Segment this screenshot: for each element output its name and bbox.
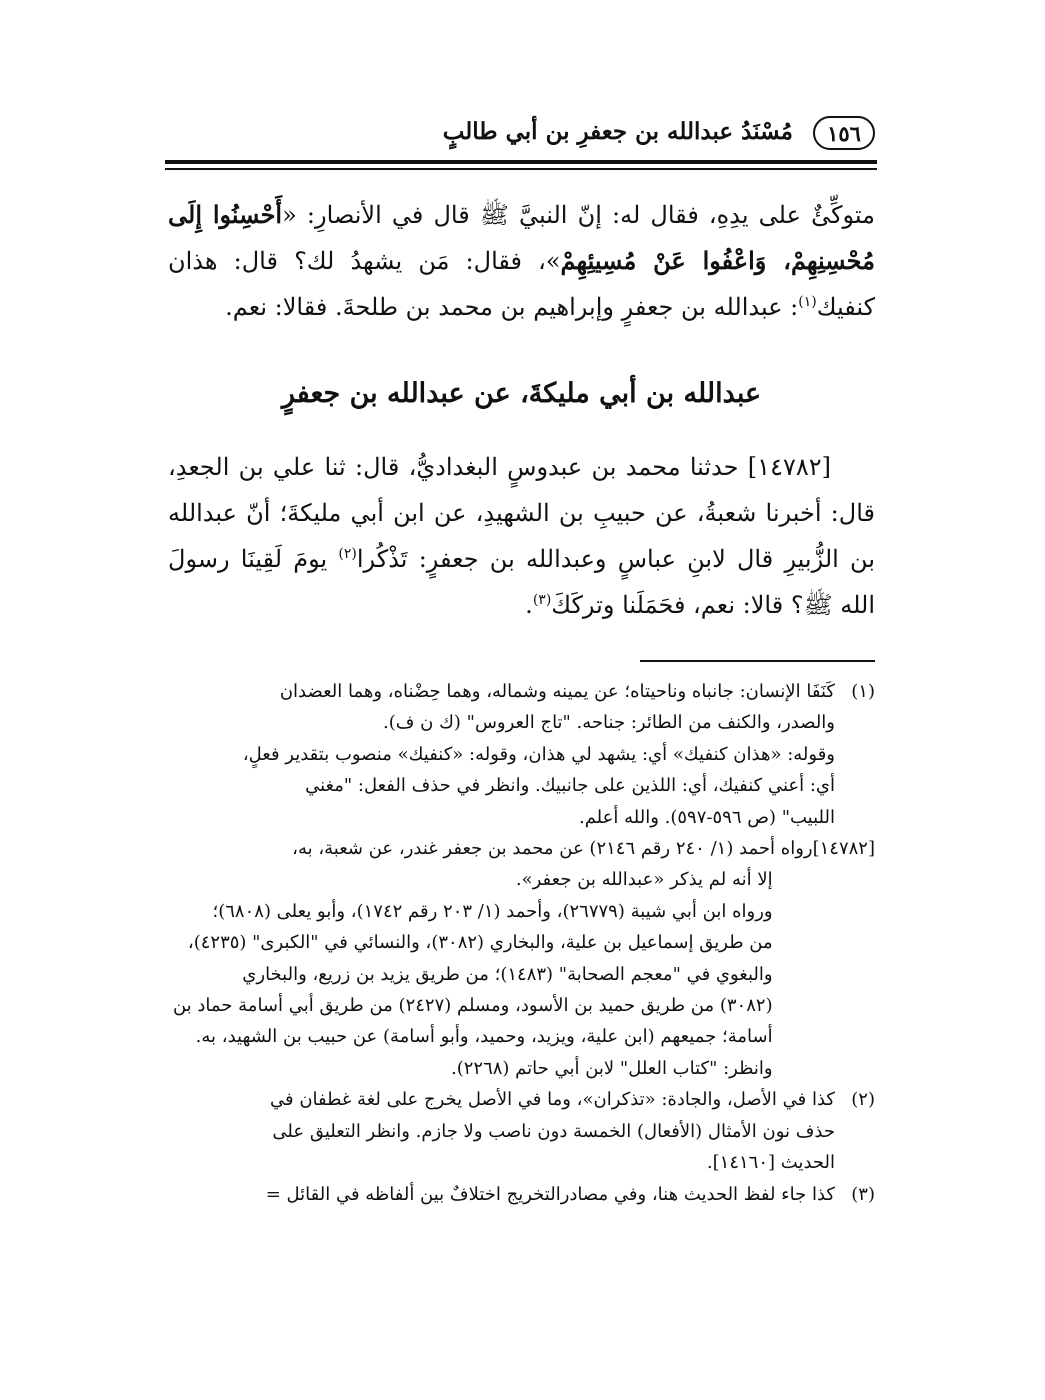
header-rule-thick bbox=[165, 160, 877, 164]
paragraph-1-text-b: »، فقال: مَن يشهدُ لك؟ قال: هذان كنفيك bbox=[168, 247, 875, 321]
paragraph-1 bbox=[168, 192, 875, 330]
footnote-takhrij bbox=[168, 833, 875, 1084]
footnote-1 bbox=[168, 676, 875, 833]
hadith-quote: أَحْسِنُوا إِلَى مُحْسِنِهِمْ، وَاعْفُوا عَنْ مُسِيئِهِمْ bbox=[168, 200, 875, 275]
footnote-body bbox=[168, 1084, 835, 1178]
footnote-line: كَنَفَا الإنسان: جانباه وناحيتاه؛ عن يمينه وشماله، وهما حِضْناه، وهما العضدان bbox=[279, 681, 835, 702]
footnote-line: اللبيب" (ص ٥٩٦-٥٩٧). والله أعلم. bbox=[578, 806, 835, 828]
footnote-marker: (٢) bbox=[851, 1089, 875, 1111]
section-heading: عبدالله بن أبي مليكةَ، عن عبدالله بن جعفرٍ bbox=[281, 378, 762, 409]
footnote-line: وانظر: "كتاب العلل" لابن أبي حاتم (٢٢٦٨). bbox=[451, 1057, 773, 1079]
footnote-body bbox=[168, 1179, 835, 1210]
page-header bbox=[170, 112, 875, 158]
footnote-line: كذا جاء لفظ الحديث هنا، وفي مصادرالتخريج اختلافٌ بين ألفاظه في القائل = bbox=[265, 1183, 835, 1205]
header-rule-thin bbox=[165, 168, 877, 170]
footnote-line: كذا في الأصل، والجادة: «تذكران»، وما في الأصل يخرج على لغة غطفان في bbox=[270, 1089, 835, 1111]
paragraph-2-text-a: [١٤٧٨٢] حدثنا محمد بن عبدوسٍ البغداديُّ، قال: ثنا علي بن الجعدِ، قال: أخبرنا شعبةُ، عن حبيبِ بن الشهيدِ، عن ابن أبي مليكةَ؛ أنّ عبدالله بن الزُّبيرِ قال لابنِ عباسٍ وعبدالله بن جعفرٍ: تَذْكُرا bbox=[168, 453, 875, 573]
footnote-line: أسامة؛ جميعهم (ابن علية، ويزيد، وحميد، وأبو أسامة) عن حبيب بن الشهيد، به. bbox=[195, 1026, 773, 1048]
running-title: مُسْنَدُ عبدالله بن جعفرِ بن أبي طالبٍ bbox=[442, 118, 793, 145]
footnote-line: (٣٠٨٢) من طريق حميد بن الأسود، ومسلم (٢٤٢٧) من طريق أبي أسامة حماد بن bbox=[172, 995, 773, 1017]
footnote-ref-3[interactable]: (٣) bbox=[532, 592, 552, 608]
footnote-2 bbox=[168, 1084, 875, 1178]
footnote-marker: (٣) bbox=[851, 1183, 875, 1205]
footnote-marker: (١) bbox=[851, 681, 875, 702]
footnote-line: ورواه ابن أبي شيبة (٢٦٧٧٩)، وأحمد (١/ ٢٠٣ رقم ١٧٤٢)، وأبو يعلى (٦٨٠٨)؛ bbox=[212, 900, 773, 922]
footnote-3 bbox=[168, 1179, 875, 1210]
paragraph-2-text-b: يومَ لَقِينَا رسولَ الله ﷺ؟ قالا: نعم، فحَمَلَنا وتركَكَ bbox=[168, 545, 875, 619]
footnote-body bbox=[168, 676, 835, 833]
paragraph-1-text-c: : عبدالله بن جعفرٍ وإبراهيم بن محمد بن طلحةَ. فقالا: نعم. bbox=[225, 293, 799, 321]
paragraph-2-text-c: . bbox=[525, 591, 533, 619]
footnote-line: والصدر، والكنف من الطائر: جناحه. "تاج العروس" (ك ن ف). bbox=[383, 712, 835, 734]
footnote-line: رواه أحمد (١/ ٢٤٠ رقم ٢١٤٦) عن محمد بن جعفر غندر، عن شعبة، به، bbox=[292, 838, 813, 860]
page-number-badge: ١٥٦ bbox=[813, 116, 875, 150]
footnote-body bbox=[168, 833, 813, 1084]
paragraph-2 bbox=[168, 444, 875, 628]
footnote-marker: [١٤٧٨٢] bbox=[812, 838, 875, 860]
footnote-line: الحديث [١٤١٦٠]. bbox=[706, 1152, 835, 1174]
footnote-line: إلا أنه لم يذكر «عبدالله بن جعفر». bbox=[515, 869, 773, 891]
footnote-line: حذف نون الأمثال (الأفعال) الخمسة دون ناصب ولا جازم. وانظر التعليق على bbox=[272, 1120, 835, 1142]
footnote-ref-2[interactable]: (٢) bbox=[338, 546, 357, 562]
footnote-line: وقوله: «هذان كنفيك» أي: يشهد لي هذان، وقوله: «كنفيك» منصوب بتقدير فعلٍ، bbox=[242, 743, 835, 765]
footnote-line: والبغوي في "معجم الصحابة" (١٤٨٣)؛ من طريق يزيد بن زريع، والبخاري bbox=[242, 963, 773, 985]
footnotes bbox=[168, 676, 875, 1210]
footnote-line: من طريق إسماعيل بن علية، والبخاري (٣٠٨٢)، والنسائي في "الكبرى" (٤٢٣٥)، bbox=[187, 932, 773, 954]
footnote-ref-1[interactable]: (١) bbox=[798, 294, 817, 310]
paragraph-1-text-a: متوكِّئٌ على يدِهِ، فقال له: إنّ النبيَّ ﷺ قال في الأنصارِ: « bbox=[282, 201, 876, 229]
footnote-line: أي: أعني كنفيك، أي: اللذين على جانبيك. وانظر في حذف الفعل: "مغني bbox=[305, 775, 835, 797]
footnote-separator bbox=[640, 660, 875, 662]
